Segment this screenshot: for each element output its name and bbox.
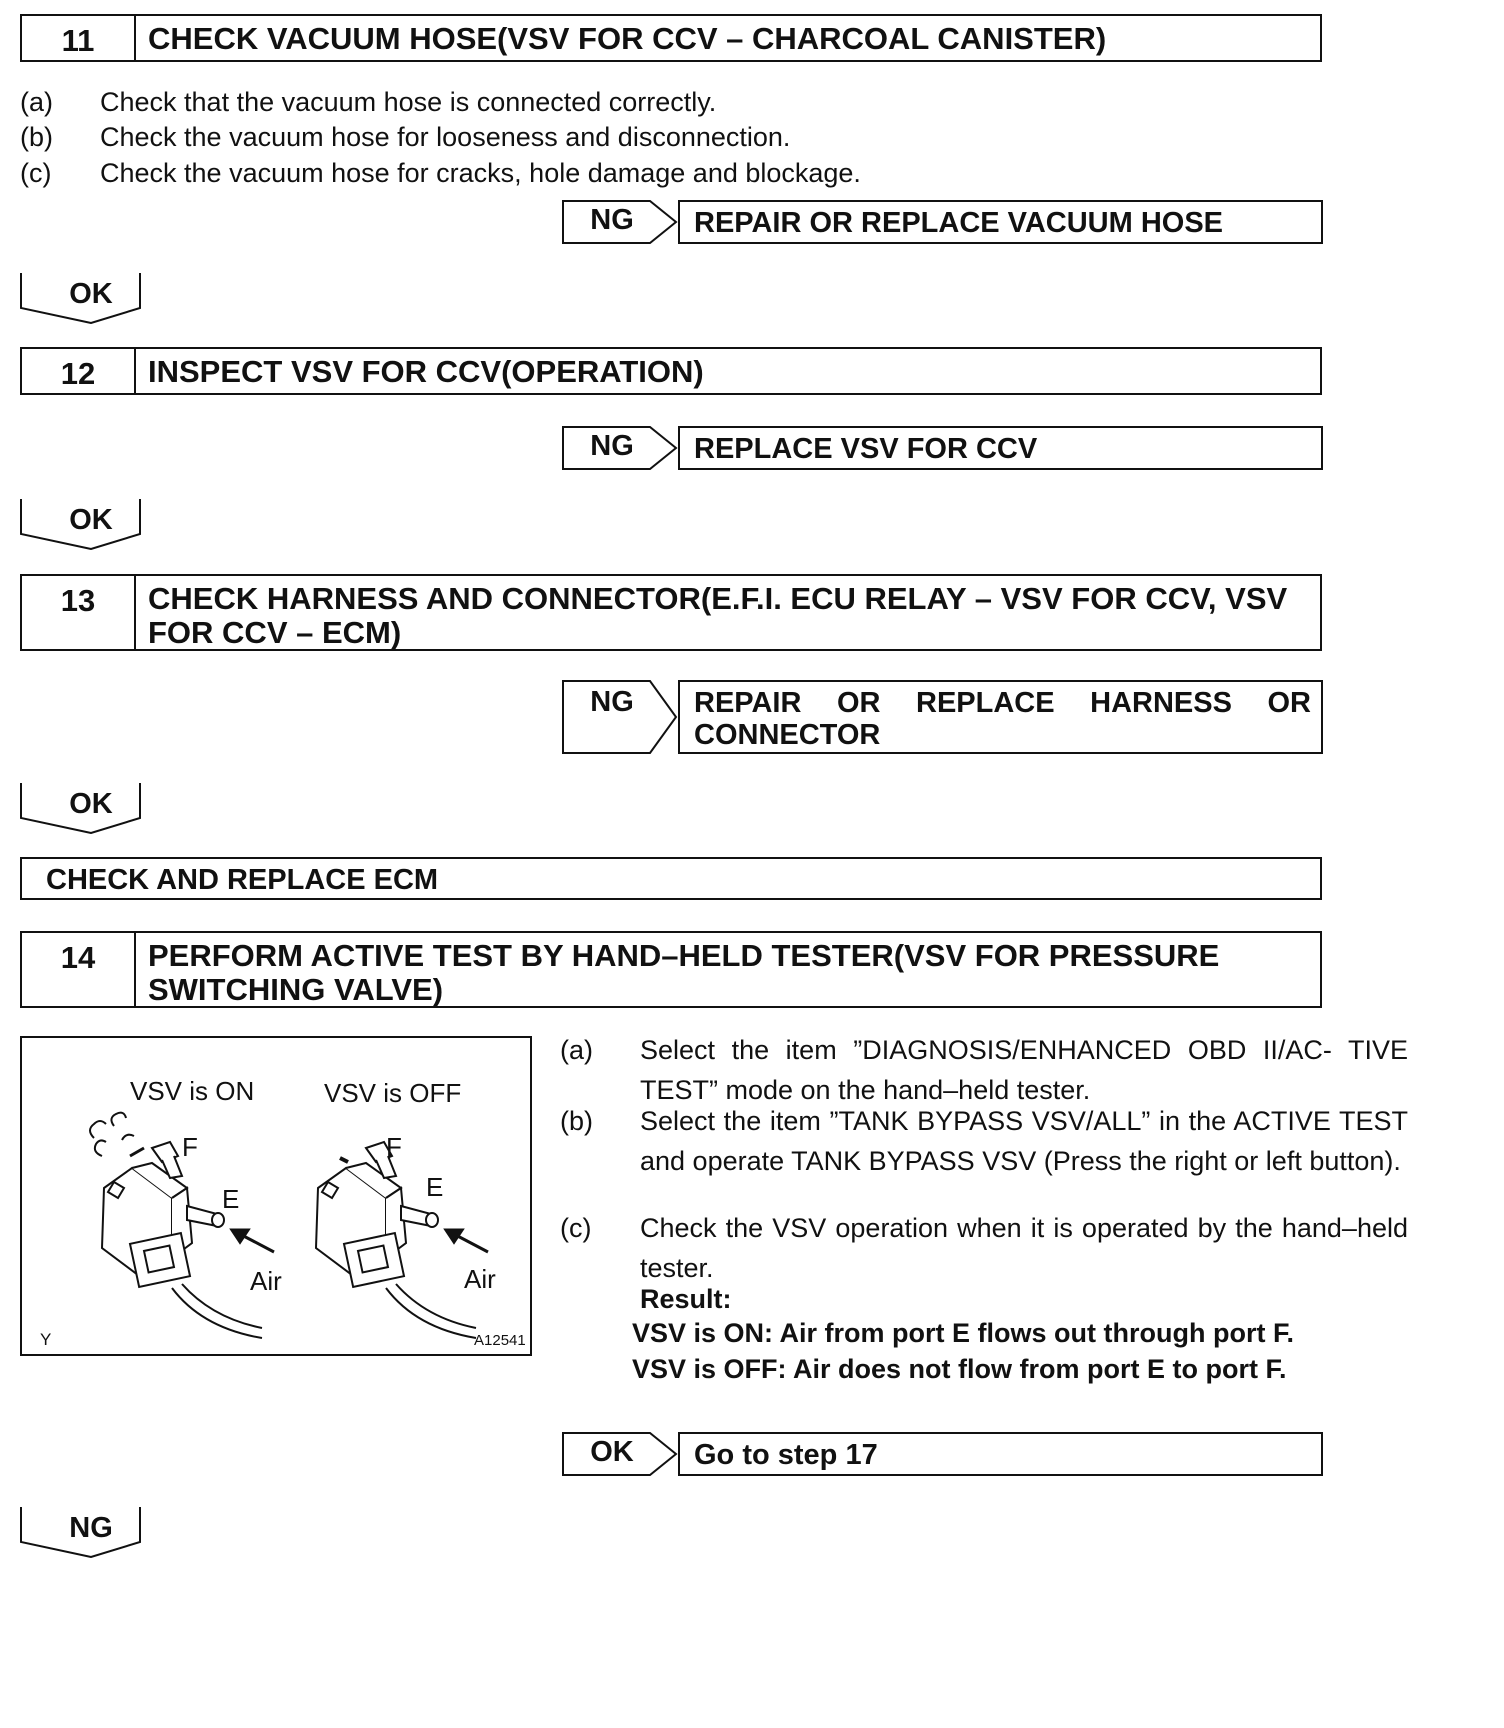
item-label: (b) xyxy=(20,122,53,152)
ok-label: OK xyxy=(69,278,113,310)
vsv-illustration xyxy=(20,1036,532,1356)
word: REPLACE xyxy=(916,687,1055,719)
ok-result-box xyxy=(678,1432,1323,1476)
figure-id: A12541 xyxy=(474,1332,526,1349)
step-number: 14 xyxy=(22,933,136,1006)
final-action-box xyxy=(20,857,1322,900)
air-label: Air xyxy=(250,1266,282,1296)
step-number: 12 xyxy=(22,349,136,393)
result-off: VSV is OFF: Air does not flow from port E to port F. xyxy=(632,1354,1287,1384)
item-label: (c) xyxy=(20,158,52,188)
ng-tag xyxy=(562,426,678,470)
air-label: Air xyxy=(464,1264,496,1294)
ng-tag xyxy=(562,680,678,754)
item-text: Select the item ”DIAGNOSIS/ENHANCED OBD II/AC- TIVE TEST” mode on the hand–held tester. xyxy=(640,1035,1408,1105)
result-on: VSV is ON: Air from port E flows out through port F. xyxy=(632,1318,1294,1348)
label-vsv-on: VSV is ON xyxy=(130,1076,255,1106)
step-title xyxy=(148,582,1312,650)
ng-result-text: REPLACE VSV FOR CCV xyxy=(694,433,1038,465)
ok-result-text: Go to step 17 xyxy=(694,1439,878,1471)
step-title-line: CHECK HARNESS AND CONNECTOR(E.F.I. ECU RELAY – VSV FOR CCV, VSV xyxy=(148,581,1288,616)
ok-tag-label: OK xyxy=(590,1436,634,1468)
item-text: Check the VSV operation when it is operated by the hand–held tester. xyxy=(640,1213,1408,1283)
item-text: Select the item ”TANK BYPASS VSV/ALL” in the ACTIVE TEST and operate TANK BYPASS VSV (Press the right or left button). xyxy=(640,1106,1408,1176)
ng-result-box xyxy=(678,200,1323,244)
step-title: INSPECT VSV FOR CCV(OPERATION) xyxy=(148,354,704,389)
item-text: Check the vacuum hose for looseness and disconnection. xyxy=(100,122,791,152)
ng-chevron xyxy=(20,1506,162,1558)
ok-label: OK xyxy=(69,504,113,536)
ok-chevron xyxy=(20,498,162,550)
ng-tag-label: NG xyxy=(590,686,634,718)
step-title: CHECK VACUUM HOSE(VSV FOR CCV – CHARCOAL CANISTER) xyxy=(148,21,1107,56)
result-heading: Result: xyxy=(640,1284,732,1314)
step-title-line: SWITCHING VALVE) xyxy=(148,972,444,1007)
step-13-header xyxy=(20,574,1322,651)
ok-label: OK xyxy=(69,788,113,820)
ng-result-box xyxy=(678,426,1323,470)
port-e-label: E xyxy=(222,1184,240,1214)
ok-tag xyxy=(562,1432,678,1476)
item-label: (a) xyxy=(560,1035,593,1065)
item-text: Check the vacuum hose for cracks, hole damage and blockage. xyxy=(100,158,861,188)
step-title-line: PERFORM ACTIVE TEST BY HAND–HELD TESTER(VSV FOR PRESSURE xyxy=(148,938,1220,973)
ng-tag-label: NG xyxy=(590,430,634,462)
ng-result-line xyxy=(694,687,1311,719)
port-f-label: F xyxy=(182,1132,198,1162)
word: HARNESS xyxy=(1090,687,1232,719)
ng-tag-label: NG xyxy=(590,204,634,236)
final-action-text: CHECK AND REPLACE ECM xyxy=(46,864,439,896)
step-title xyxy=(148,939,1312,1007)
step-14-header xyxy=(20,931,1322,1008)
ng-label: NG xyxy=(69,1512,113,1544)
word: OR xyxy=(836,687,881,719)
step-number: 13 xyxy=(22,576,136,649)
step-title-line: FOR CCV – ECM) xyxy=(148,615,402,650)
ng-result-text: REPAIR OR REPLACE VACUUM HOSE xyxy=(694,207,1224,239)
item-label: (a) xyxy=(20,87,53,117)
figure-corner-mark: Y xyxy=(40,1330,52,1349)
word: REPAIR xyxy=(694,687,802,719)
port-f-label: F xyxy=(386,1132,402,1162)
step-11-header xyxy=(20,14,1322,62)
ng-result-box xyxy=(678,680,1323,754)
ng-result-text xyxy=(694,687,1311,751)
port-e-label: E xyxy=(426,1172,444,1202)
label-vsv-off: VSV is OFF xyxy=(324,1078,462,1108)
item-label: (c) xyxy=(560,1213,592,1243)
ng-tag xyxy=(562,200,678,244)
item-text: Check that the vacuum hose is connected correctly. xyxy=(100,87,717,117)
item-label: (b) xyxy=(560,1106,593,1136)
ok-chevron xyxy=(20,272,162,324)
word: OR xyxy=(1267,687,1311,719)
ng-result-line: CONNECTOR xyxy=(694,719,881,751)
step-number: 11 xyxy=(22,16,136,60)
vsv-drawing xyxy=(22,1038,532,1356)
step-12-header xyxy=(20,347,1322,395)
ok-chevron xyxy=(20,782,162,834)
